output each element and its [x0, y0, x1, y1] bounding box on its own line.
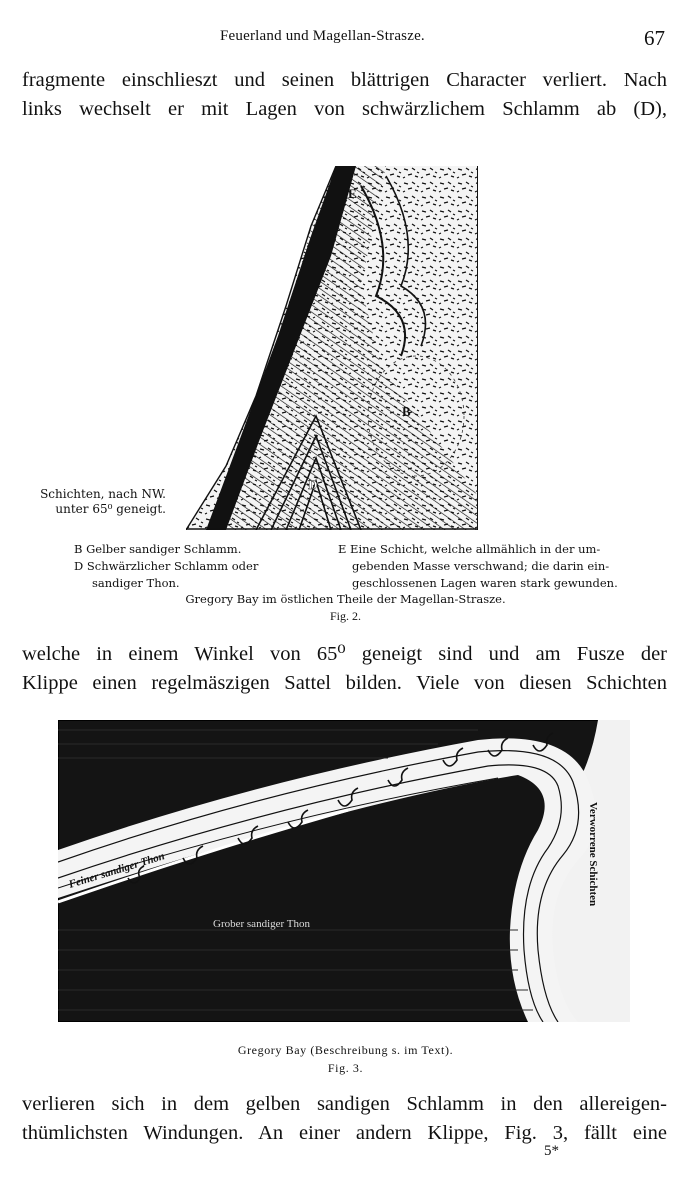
figure-3-strata-illustration	[58, 720, 630, 1022]
paragraph-line: thümlichsten Windungen. An einer andern Klippe, Fig. 3, fällt eine	[22, 1122, 667, 1144]
page-number: 67	[644, 26, 665, 50]
figure-3-lower-label: Grober sandiger Thon	[213, 918, 310, 930]
paragraph-line: fragmente einschlieszt und seinen blättrigen Character verliert. Nach	[22, 69, 667, 91]
legend-line: sandiger Thon.	[92, 576, 180, 590]
figure-2-side-note	[28, 487, 166, 517]
paragraph-line: Klippe einen regelmäszigen Sattel bilden. Viele von diesen Schichten	[22, 672, 667, 694]
side-note-line: unter 65⁰ geneigt.	[55, 502, 166, 516]
figure-3-label: Fig. 3.	[327, 1061, 364, 1075]
paragraph-line: links wechselt er mit Lagen von schwärzlichem Schlamm ab (D),	[22, 98, 667, 120]
figure-2-legend-right	[338, 541, 643, 592]
legend-line: gebenden Masse verschwand; die darin ein-	[352, 559, 610, 573]
paragraph-1	[22, 66, 667, 124]
figure-3-right-label: Verworrene Schichten	[587, 802, 599, 907]
figure-3-band-label: Feiner sandiger Thon	[67, 850, 167, 891]
figure-2-cliff-illustration	[186, 166, 478, 530]
paragraph-3	[22, 1090, 667, 1148]
figure-2-letter-d: D	[308, 477, 318, 492]
figure-3-caption: Gregory Bay (Beschreibung s. im Text).	[237, 1043, 454, 1057]
legend-line: geschlossenen Lagen waren stark gewunden.	[352, 576, 618, 590]
paragraph-line: verlieren sich in dem gelben sandigen Schlamm in den allereigen-	[22, 1093, 667, 1115]
running-title: Feuerland und Magellan-Strasze.	[220, 28, 425, 44]
legend-line: E Eine Schicht, welche allmählich in der um-	[338, 542, 601, 556]
sheet-signature: 5*	[544, 1143, 559, 1159]
paragraph-2	[22, 640, 667, 698]
figure-2-legend-left	[74, 541, 334, 592]
legend-line: B Gelber sandiger Schlamm.	[74, 542, 242, 556]
legend-line: D Schwärzlicher Schlamm oder	[74, 559, 259, 573]
figure-2-label: Fig. 2.	[329, 609, 361, 623]
figure-2-letter-e: E	[348, 186, 357, 201]
side-note-line: Schichten, nach NW.	[40, 487, 166, 501]
page-header	[0, 28, 691, 52]
paragraph-line: welche in einem Winkel von 65⁰ geneigt sind und am Fusze der	[22, 643, 667, 665]
figure-2-letter-b: B	[402, 404, 411, 419]
figure-2-caption: Gregory Bay im östlichen Theile der Magellan-Strasze.	[185, 592, 506, 606]
